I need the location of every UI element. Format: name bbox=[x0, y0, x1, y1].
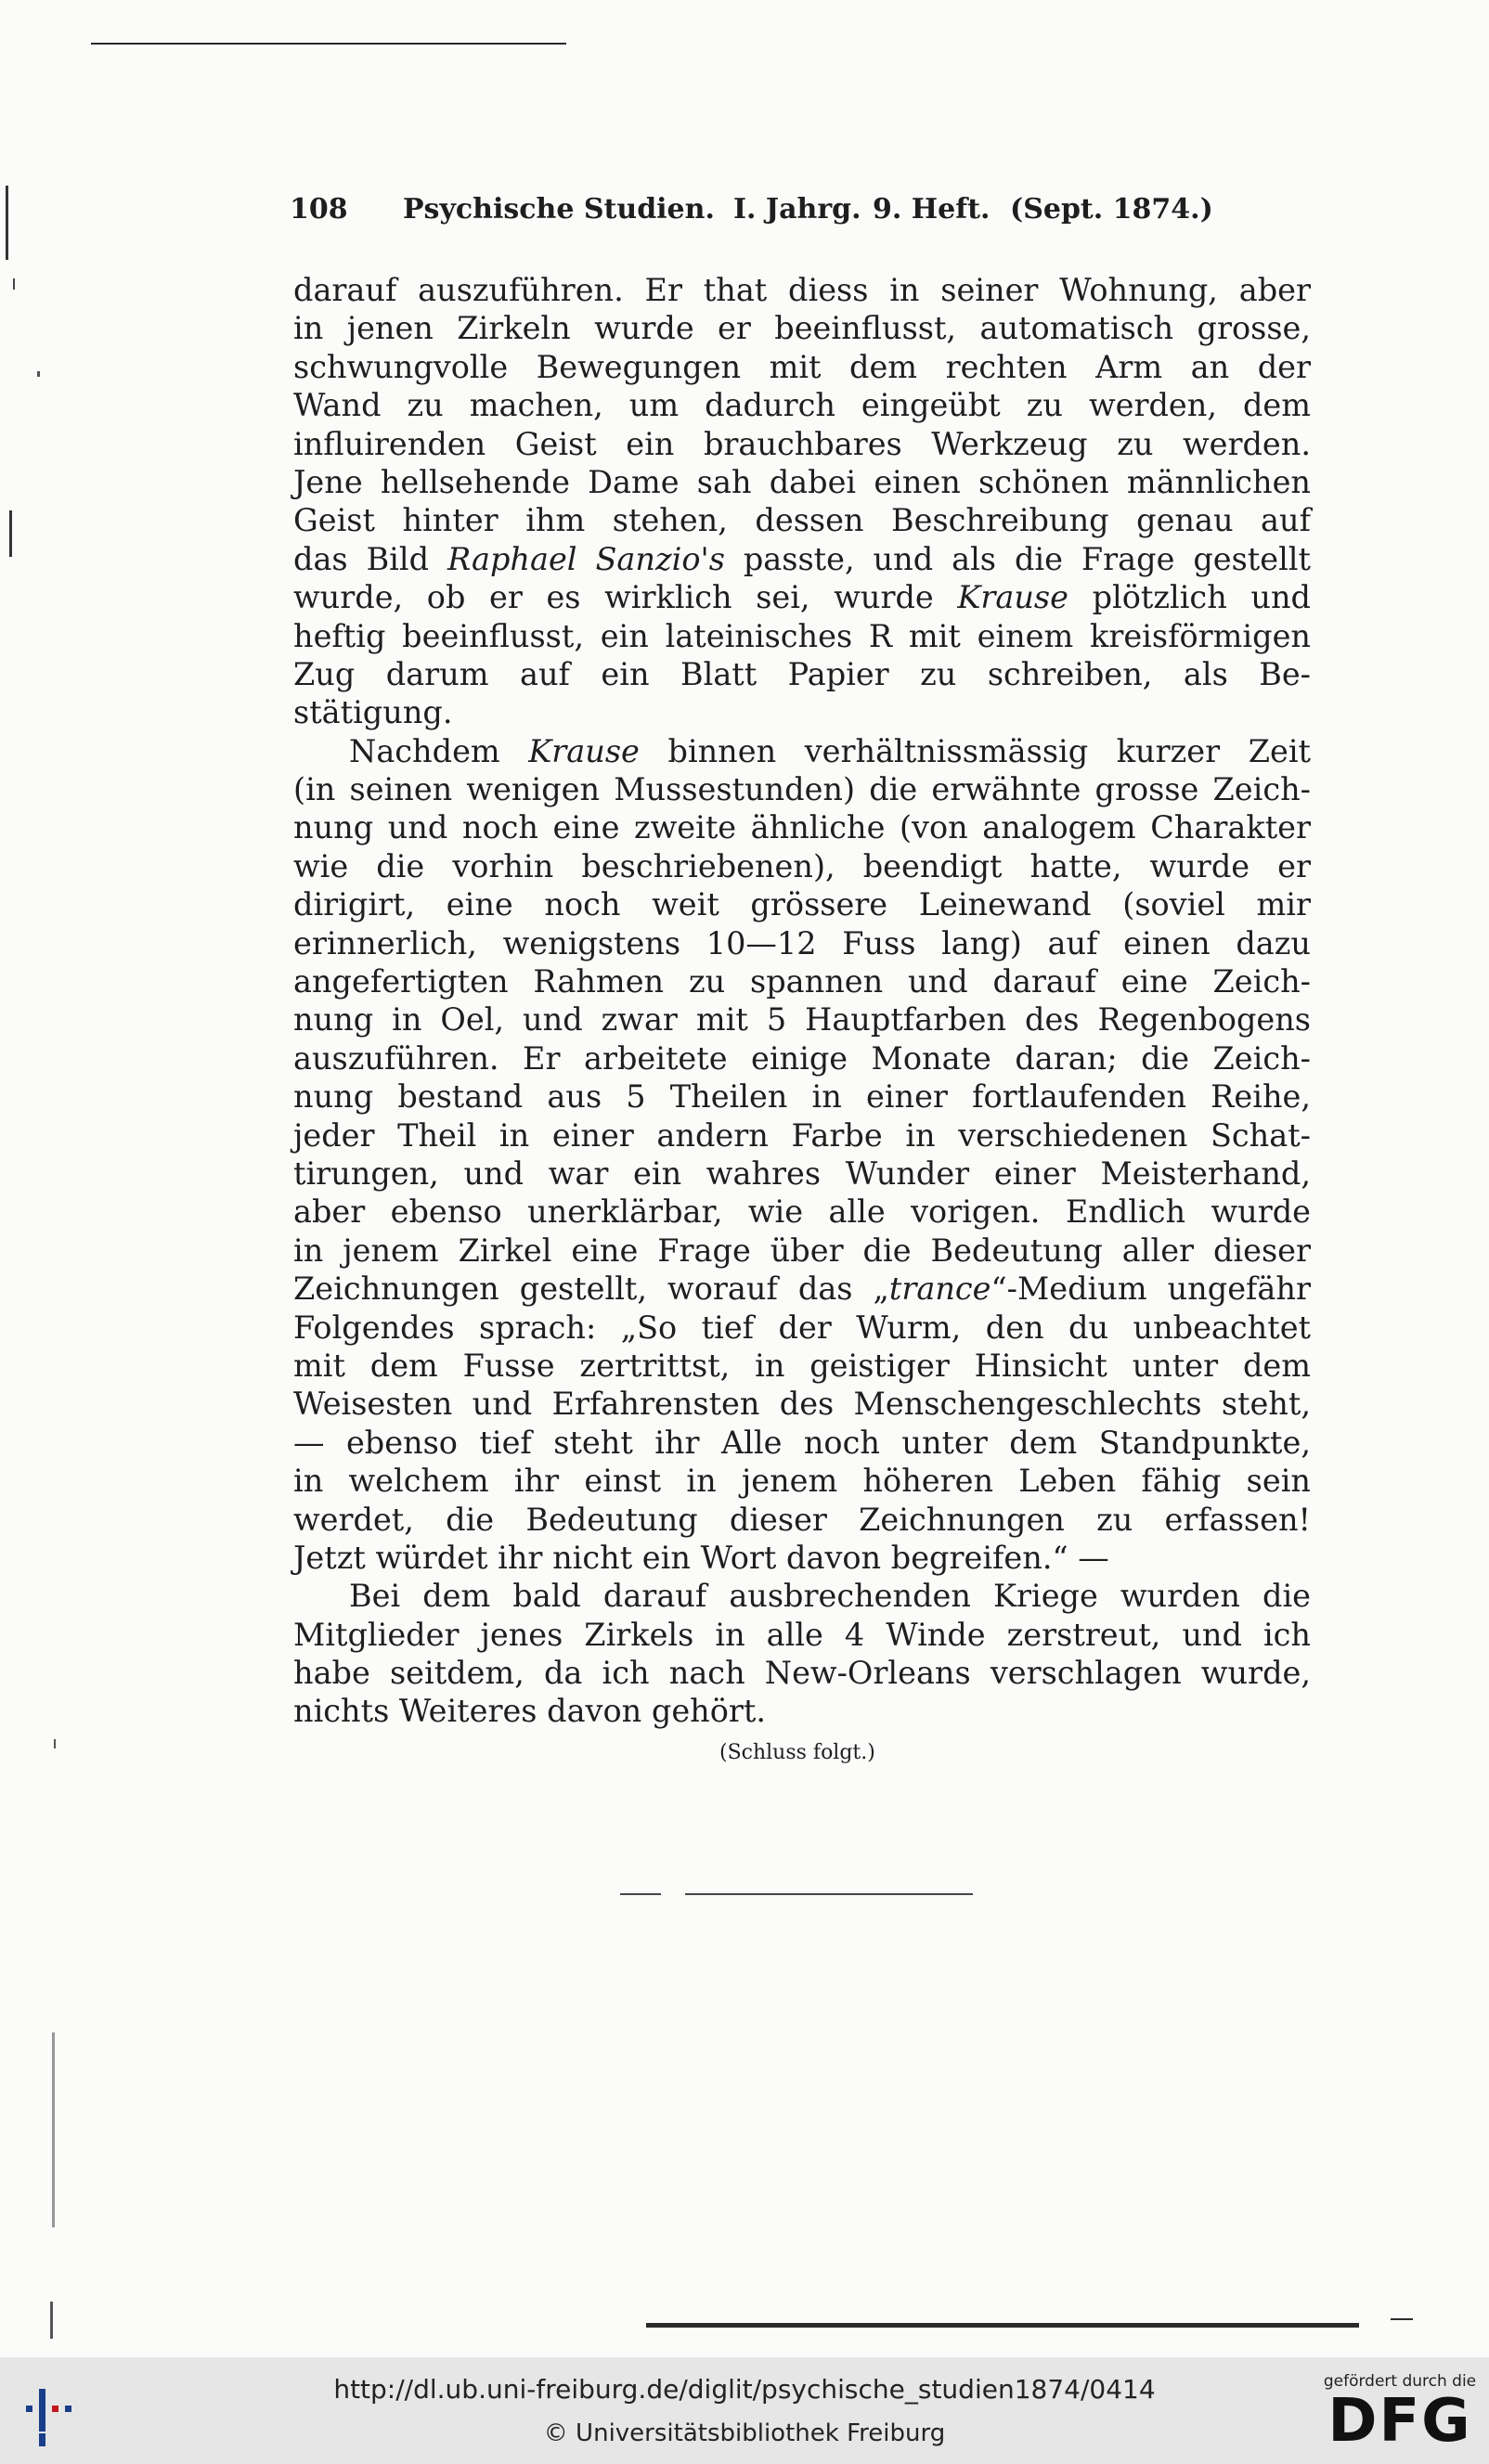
dfg-funding-logo bbox=[1316, 2372, 1483, 2456]
text-line: erinnerlich, wenigstens 10—12 Fuss lang) auf einen dazu bbox=[293, 924, 1311, 961]
bottom-scan-tick bbox=[1391, 2318, 1413, 2320]
text-line: darauf auszuführen. Er that diess in seiner Wohnung, aber bbox=[293, 272, 1311, 308]
text-line: Geist hinter ihm stehen, dessen Beschreibung genau auf bbox=[293, 502, 1311, 539]
text-line: schwungvolle Bewegungen mit dem rechten Arm an der bbox=[293, 348, 1311, 385]
article-body bbox=[293, 271, 1311, 1731]
text-line: werdet, die Bedeutung dieser Zeichnungen zu erfassen! bbox=[293, 1501, 1311, 1538]
bottom-scan-rule bbox=[646, 2323, 1359, 2328]
text-line: Mitglieder jenes Zirkels in alle 4 Winde zerstreut, und ich bbox=[293, 1616, 1311, 1653]
text-line: stätigung. bbox=[293, 694, 453, 731]
text-line: influirenden Geist ein brauchbares Werkzeug zu werden. bbox=[293, 425, 1311, 462]
continuation-note: (Schluss folgt.) bbox=[719, 1741, 875, 1764]
text-line: auszuführen. Er arbeitete einige Monate daran; die Zeich- bbox=[293, 1039, 1311, 1077]
text-line: tirungen, und war ein wahres Wunder einer Meisterhand, bbox=[293, 1155, 1311, 1192]
dfg-wordmark: DFG bbox=[1327, 2387, 1472, 2456]
text-line: Folgendes sprach: „So tief der Wurm, den du unbeachtet bbox=[293, 1309, 1311, 1346]
text-line: Zeichnungen gestellt, worauf das „trance“-Medium ungefähr bbox=[293, 1271, 1311, 1308]
text-line: — ebenso tief steht ihr Alle noch unter dem Standpunkte, bbox=[293, 1424, 1311, 1461]
text-line: wie die vorhin beschriebenen), beendigt hatte, wurde er bbox=[293, 847, 1311, 884]
text-line: jeder Theil in einer andern Farbe in verschiedenen Schat- bbox=[293, 1116, 1311, 1154]
text-line: Nachdem Krause binnen verhältnissmässig kurzer Zeit bbox=[349, 732, 1311, 769]
margin-scan-marks bbox=[0, 0, 74, 2357]
end-rule-long bbox=[685, 1893, 973, 1895]
text-line: habe seitdem, da ich nach New-Orleans verschlagen wurde, bbox=[293, 1655, 1311, 1692]
text-line: nung und noch eine zweite ähnliche (von analogem Charakter bbox=[293, 809, 1311, 846]
text-line: wurde, ob er es wirklich sei, wurde Krause plötzlich und bbox=[293, 579, 1311, 616]
issue-label: 9. Heft. bbox=[873, 193, 991, 226]
text-line: Wand zu machen, um dadurch eingeübt zu werden, dem bbox=[293, 387, 1311, 424]
text-line: aber ebenso unerklärbar, wie alle vorigen. Endlich wurde bbox=[293, 1193, 1311, 1231]
text-line: dirigirt, eine noch weit grössere Leinewand (soviel mir bbox=[293, 886, 1311, 923]
page-number: 108 bbox=[290, 193, 348, 226]
text-line: Weisesten und Erfahrensten des Menschengeschlechts steht, bbox=[293, 1386, 1311, 1423]
text-line: Zug darum auf ein Blatt Papier zu schreiben, als Be- bbox=[293, 655, 1311, 692]
running-header bbox=[290, 193, 1311, 239]
copyright-notice: © Universitätsbibliothek Freiburg bbox=[543, 2419, 946, 2447]
volume-label: I. Jahrg. bbox=[733, 193, 861, 226]
text-line: das Bild Raphael Sanzio's passte, und als die Frage gestellt bbox=[293, 540, 1311, 577]
text-line: in jenem Zirkel eine Frage über die Bedeutung aller dieser bbox=[293, 1232, 1311, 1269]
end-rule-short bbox=[620, 1893, 661, 1895]
text-line: nung in Oel, und zwar mit 5 Hauptfarben des Regenbogens bbox=[293, 1001, 1311, 1038]
text-line: angefertigten Rahmen zu spannen und darauf eine Zeich- bbox=[293, 963, 1311, 1000]
text-line: heftig beeinflusst, ein lateinisches R mit einem kreisförmigen bbox=[293, 617, 1311, 654]
text-line: in welchem ihr einst in jenem höheren Leben fähig sein bbox=[293, 1463, 1311, 1500]
viewer-footer bbox=[0, 2357, 1489, 2464]
top-edge-rule bbox=[91, 43, 566, 45]
text-line: nung bestand aus 5 Theilen in einer fortlaufenden Reihe, bbox=[293, 1078, 1311, 1116]
issue-date: (Sept. 1874.) bbox=[1010, 193, 1213, 226]
text-line: mit dem Fusse zertrittst, in geistiger Hinsicht unter dem bbox=[293, 1347, 1311, 1384]
text-line: (in seinen wenigen Mussestunden) die erwähnte grosse Zeich- bbox=[293, 771, 1311, 808]
journal-title: Psychische Studien. bbox=[403, 193, 715, 226]
page-permalink[interactable]: http://dl.ub.uni-freiburg.de/diglit/psychische_studien1874/0414 bbox=[333, 2374, 1156, 2405]
text-line: in jenen Zirkeln wurde er beeinflusst, automatisch grosse, bbox=[293, 310, 1311, 347]
text-line: nichts Weiteres davon gehört. bbox=[293, 1693, 767, 1730]
dfg-caption: gefördert durch die bbox=[1323, 2372, 1477, 2391]
text-line: Jene hellsehende Dame sah dabei einen schönen männlichen bbox=[293, 463, 1311, 500]
text-line: Bei dem bald darauf ausbrechenden Kriege wurden die bbox=[349, 1578, 1311, 1615]
text-line: Jetzt würdet ihr nicht ein Wort davon begreifen.“ — bbox=[293, 1539, 1109, 1576]
